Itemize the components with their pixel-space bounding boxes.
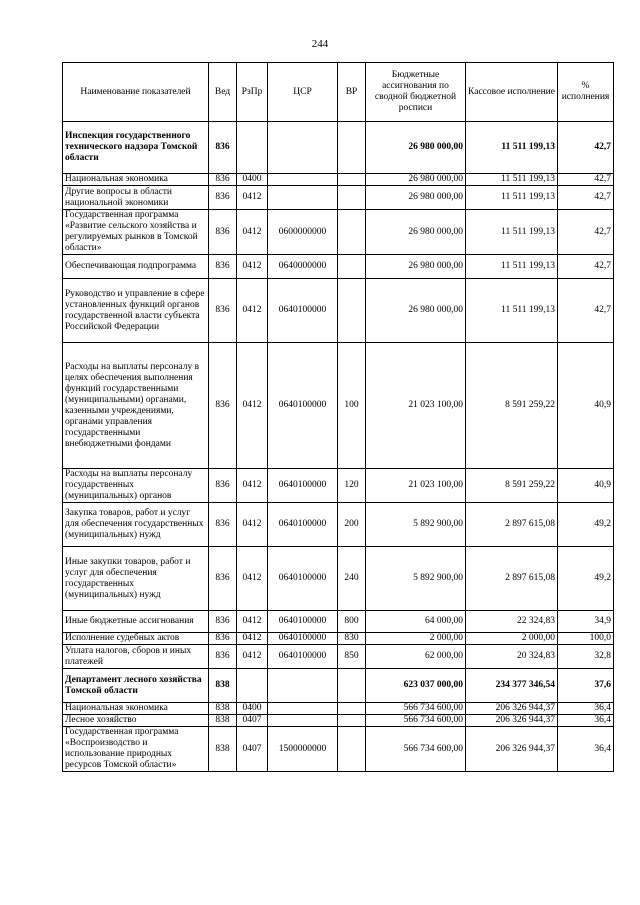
cell-cash: 11 511 199,13	[466, 186, 558, 210]
cell-budget: 26 980 000,00	[366, 174, 466, 186]
cell-name: Закупка товаров, работ и услуг для обеспечения государственных (муниципальных) нужд	[63, 503, 209, 547]
cell-budget: 5 892 900,00	[366, 547, 466, 611]
cell-name: Расходы на выплаты персоналу государственных (муниципальных) органов	[63, 469, 209, 503]
table-row	[63, 645, 614, 669]
cell-pct: 42,7	[558, 210, 614, 255]
cell-budget: 21 023 100,00	[366, 469, 466, 503]
cell-vr	[338, 186, 366, 210]
cell-vr	[338, 727, 366, 772]
cell-vr: 830	[338, 633, 366, 645]
cell-budget: 2 000,00	[366, 633, 466, 645]
cell-csr: 0640100000	[268, 547, 338, 611]
cell-name: Уплата налогов, сборов и иных платежей	[63, 645, 209, 669]
cell-pct: 36,4	[558, 703, 614, 715]
cell-vr	[338, 703, 366, 715]
table-row	[63, 547, 614, 611]
cell-name: Исполнение судебных актов	[63, 633, 209, 645]
cell-rzpr: 0412	[237, 255, 268, 279]
cell-ved: 836	[209, 633, 237, 645]
cell-name: Иные закупки товаров, работ и услуг для обеспечения государственных (муниципальных) нужд	[63, 547, 209, 611]
table-row	[63, 122, 614, 174]
cell-csr: 0640100000	[268, 343, 338, 469]
cell-rzpr: 0412	[237, 645, 268, 669]
cell-vr: 100	[338, 343, 366, 469]
cell-vr	[338, 210, 366, 255]
cell-vr: 200	[338, 503, 366, 547]
header-row	[63, 63, 614, 122]
cell-vr: 850	[338, 645, 366, 669]
table-row	[63, 186, 614, 210]
cell-cash: 11 511 199,13	[466, 210, 558, 255]
table-row	[63, 611, 614, 633]
cell-name: Лесное хозяйство	[63, 715, 209, 727]
cell-rzpr: 0412	[237, 343, 268, 469]
table-row	[63, 174, 614, 186]
cell-cash: 206 326 944,37	[466, 727, 558, 772]
cell-name: Государственная программа «Развитие сельского хозяйства и регулируемых рынков в Томской области»	[63, 210, 209, 255]
cell-budget: 623 037 000,00	[366, 669, 466, 703]
cell-vr	[338, 279, 366, 343]
cell-ved: 836	[209, 645, 237, 669]
header-pct: % исполнения	[558, 63, 614, 122]
cell-name: Национальная экономика	[63, 174, 209, 186]
cell-csr	[268, 715, 338, 727]
cell-vr: 120	[338, 469, 366, 503]
cell-ved: 836	[209, 611, 237, 633]
cell-vr: 240	[338, 547, 366, 611]
cell-ved: 836	[209, 343, 237, 469]
cell-cash: 206 326 944,37	[466, 703, 558, 715]
cell-csr	[268, 122, 338, 174]
cell-ved: 838	[209, 715, 237, 727]
cell-vr	[338, 715, 366, 727]
cell-budget: 26 980 000,00	[366, 186, 466, 210]
cell-csr: 0640100000	[268, 279, 338, 343]
cell-ved: 838	[209, 727, 237, 772]
table-row	[63, 727, 614, 772]
cell-rzpr	[237, 122, 268, 174]
cell-name: Государственная программа «Воспроизводство и использование природных ресурсов Томской области»	[63, 727, 209, 772]
cell-csr: 1500000000	[268, 727, 338, 772]
cell-pct: 37,6	[558, 669, 614, 703]
cell-csr	[268, 186, 338, 210]
cell-pct: 100,0	[558, 633, 614, 645]
cell-cash: 8 591 259,22	[466, 469, 558, 503]
cell-ved: 836	[209, 469, 237, 503]
cell-csr	[268, 174, 338, 186]
cell-budget: 566 734 600,00	[366, 727, 466, 772]
cell-csr	[268, 669, 338, 703]
cell-rzpr: 0412	[237, 611, 268, 633]
cell-budget: 566 734 600,00	[366, 715, 466, 727]
cell-rzpr: 0400	[237, 174, 268, 186]
cell-rzpr	[237, 669, 268, 703]
cell-pct: 40,9	[558, 469, 614, 503]
cell-vr	[338, 122, 366, 174]
page-number: 244	[311, 38, 329, 50]
header-cash: Кассовое исполнение	[466, 63, 558, 122]
cell-name: Инспекция государственного технического надзора Томской области	[63, 122, 209, 174]
table-row	[63, 469, 614, 503]
table-row	[63, 279, 614, 343]
cell-name: Руководство и управление в сфере установленных функций органов государственной власти субъекта Российской Федерации	[63, 279, 209, 343]
cell-rzpr: 0412	[237, 279, 268, 343]
cell-cash: 234 377 346,54	[466, 669, 558, 703]
header-name: Наименование показателей	[63, 63, 209, 122]
cell-budget: 26 980 000,00	[366, 122, 466, 174]
table-row	[63, 343, 614, 469]
cell-budget: 26 980 000,00	[366, 255, 466, 279]
table-row	[63, 715, 614, 727]
cell-ved: 836	[209, 279, 237, 343]
header-budget: Бюджетные ассигнования по сводной бюджетной росписи	[366, 63, 466, 122]
cell-csr: 0640100000	[268, 611, 338, 633]
cell-cash: 11 511 199,13	[466, 279, 558, 343]
cell-ved: 836	[209, 503, 237, 547]
header-vr: ВР	[338, 63, 366, 122]
cell-cash: 11 511 199,13	[466, 174, 558, 186]
cell-pct: 42,7	[558, 255, 614, 279]
cell-cash: 206 326 944,37	[466, 715, 558, 727]
cell-csr: 0640100000	[268, 503, 338, 547]
cell-csr	[268, 703, 338, 715]
header-rzpr: РзПр	[237, 63, 268, 122]
cell-cash: 2 897 615,08	[466, 547, 558, 611]
cell-pct: 49,2	[558, 503, 614, 547]
cell-rzpr: 0400	[237, 703, 268, 715]
cell-vr	[338, 255, 366, 279]
cell-ved: 838	[209, 703, 237, 715]
cell-ved: 836	[209, 255, 237, 279]
cell-rzpr: 0412	[237, 503, 268, 547]
cell-name: Иные бюджетные ассигнования	[63, 611, 209, 633]
cell-pct: 42,7	[558, 122, 614, 174]
table-row	[63, 703, 614, 715]
cell-budget: 64 000,00	[366, 611, 466, 633]
cell-pct: 42,7	[558, 174, 614, 186]
cell-pct: 40,9	[558, 343, 614, 469]
cell-csr: 0640100000	[268, 645, 338, 669]
cell-name: Департамент лесного хозяйства Томской области	[63, 669, 209, 703]
cell-budget: 566 734 600,00	[366, 703, 466, 715]
cell-rzpr: 0412	[237, 186, 268, 210]
cell-cash: 22 324,83	[466, 611, 558, 633]
cell-budget: 62 000,00	[366, 645, 466, 669]
cell-csr: 0600000000	[268, 210, 338, 255]
cell-name: Национальная экономика	[63, 703, 209, 715]
cell-budget: 21 023 100,00	[366, 343, 466, 469]
table-row	[63, 503, 614, 547]
cell-ved: 836	[209, 174, 237, 186]
header-ved: Вед	[209, 63, 237, 122]
cell-cash: 8 591 259,22	[466, 343, 558, 469]
table-row	[63, 633, 614, 645]
cell-name: Другие вопросы в области национальной экономики	[63, 186, 209, 210]
cell-pct: 32,8	[558, 645, 614, 669]
cell-pct: 34,9	[558, 611, 614, 633]
cell-ved: 836	[209, 210, 237, 255]
cell-cash: 11 511 199,13	[466, 122, 558, 174]
table-row	[63, 210, 614, 255]
cell-pct: 42,7	[558, 279, 614, 343]
cell-rzpr: 0407	[237, 715, 268, 727]
cell-csr: 0640100000	[268, 633, 338, 645]
cell-vr	[338, 174, 366, 186]
cell-rzpr: 0412	[237, 210, 268, 255]
cell-rzpr: 0407	[237, 727, 268, 772]
cell-budget: 26 980 000,00	[366, 279, 466, 343]
cell-pct: 49,2	[558, 547, 614, 611]
cell-ved: 836	[209, 547, 237, 611]
table-row	[63, 669, 614, 703]
cell-rzpr: 0412	[237, 547, 268, 611]
cell-pct: 36,4	[558, 727, 614, 772]
table-row	[63, 255, 614, 279]
cell-rzpr: 0412	[237, 469, 268, 503]
cell-cash: 2 897 615,08	[466, 503, 558, 547]
cell-pct: 36,4	[558, 715, 614, 727]
cell-cash: 11 511 199,13	[466, 255, 558, 279]
cell-vr: 800	[338, 611, 366, 633]
cell-pct: 42,7	[558, 186, 614, 210]
cell-csr: 0640100000	[268, 469, 338, 503]
cell-ved: 836	[209, 186, 237, 210]
cell-rzpr: 0412	[237, 633, 268, 645]
header-csr: ЦСР	[268, 63, 338, 122]
cell-vr	[338, 669, 366, 703]
cell-name: Обеспечивающая подпрограмма	[63, 255, 209, 279]
cell-cash: 20 324,83	[466, 645, 558, 669]
cell-budget: 26 980 000,00	[366, 210, 466, 255]
cell-cash: 2 000,00	[466, 633, 558, 645]
budget-execution-table	[62, 62, 614, 772]
cell-budget: 5 892 900,00	[366, 503, 466, 547]
cell-csr: 0640000000	[268, 255, 338, 279]
cell-ved: 838	[209, 669, 237, 703]
cell-ved: 836	[209, 122, 237, 174]
cell-name: Расходы на выплаты персоналу в целях обеспечения выполнения функций государственными (муниципальными) органами, казенными учреждениями, органами управления государственными внебюджетными фондами	[63, 343, 209, 469]
